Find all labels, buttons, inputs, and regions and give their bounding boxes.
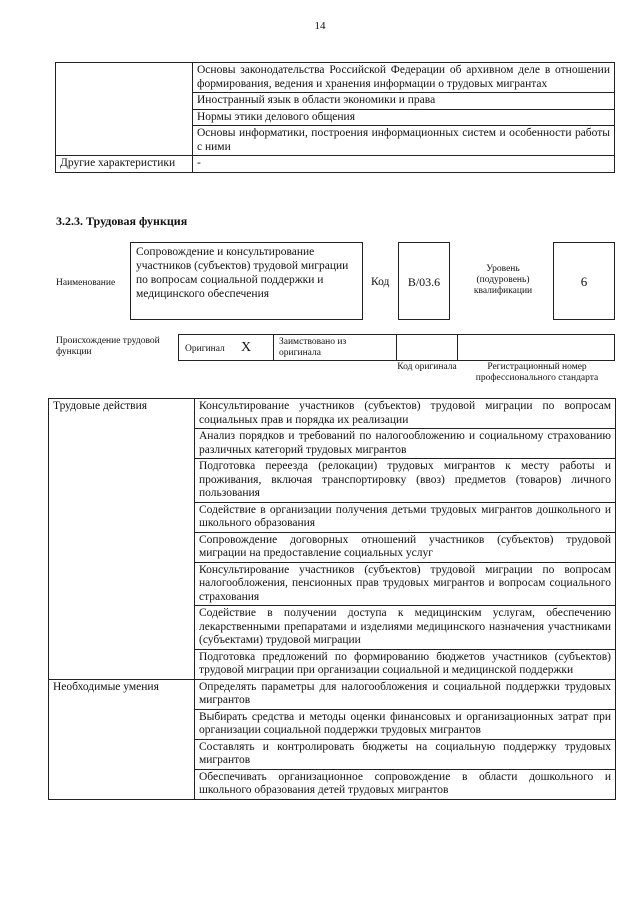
registration-number-cell: [457, 334, 615, 361]
table-cell: Определять параметры для налогообложения и социальной поддержки трудовых мигрантов: [195, 679, 616, 709]
table-cell: Сопровождение договорных отношений участников (субъектов) трудовой миграции на предоставление социальных услуг: [195, 532, 616, 562]
borrowed-label: Заимствовано из оригинала: [279, 337, 347, 358]
table-cell: Анализ порядков и требований по налогообложению и социальному страхованию различных категорий трудовых мигрантов: [195, 429, 616, 459]
page-number: 14: [314, 20, 326, 32]
table-cell: Консультирование участников (субъектов) трудовой миграции по вопросам социальных прав и порядка их реализации: [195, 399, 616, 429]
table-cell: Обеспечивать организационное сопровождение в области дошкольного и школьного образования детей трудовых мигрантов: [195, 769, 616, 799]
function-name-box: Сопровождение и консультирование участников (субъектов) трудовой миграции по вопросам социальной поддержки и медицинского обеспечения: [130, 242, 363, 320]
table-cell: Подготовка переезда (релокации) трудовых мигрантов к месту работы и проживания, включая транспортировку (ввоз) предметов (товаров) личного пользования: [195, 459, 616, 503]
table-row: [56, 63, 615, 93]
table-cell: Основы законодательства Российской Федерации об архивном деле в отношении формирования, ведения и хранения информации о трудовых мигрантах: [193, 63, 615, 93]
table-cell: Основы информатики, построения информационных систем и особенности работы с ними: [193, 126, 615, 156]
main-table: [48, 398, 616, 800]
original-code-cell: [396, 334, 458, 361]
table-row: [49, 679, 616, 709]
function-code-box: В/03.6: [398, 242, 450, 320]
original-mark: X: [241, 340, 252, 355]
table-cell: Содействие в получении доступа к медицинским услугам, обеспечению лекарственными препаратами и изделиями медицинского назначения участниками (субъектами) трудовой миграции: [195, 606, 616, 650]
origin-label: Происхождение трудовой функции: [56, 336, 160, 357]
qualification-level-box: 6: [553, 242, 615, 320]
original-label: Оригинал: [185, 344, 225, 354]
row-label: [56, 63, 193, 156]
code-caption: Код оригинала: [397, 362, 457, 372]
table-cell: Составлять и контролировать бюджеты на социальную поддержку трудовых мигрантов: [195, 739, 616, 769]
code-label: Код: [371, 276, 390, 288]
group-label: Трудовые действия: [49, 399, 195, 680]
table-cell: Подготовка предложений по формированию бюджетов участников (субъектов) трудовой миграции при организации социальной и медицинской поддержки: [195, 649, 616, 679]
table-row: [49, 399, 616, 429]
row-label: Другие характеристики: [56, 156, 193, 173]
table-row: [56, 156, 615, 173]
original-cell: [178, 334, 274, 361]
table-cell: Выбирать средства и методы оценки финансовых и организационных затрат при организации социальной поддержки трудовых мигрантов: [195, 709, 616, 739]
table-cell: -: [193, 156, 615, 173]
top-table: [55, 62, 615, 173]
registration-caption: Регистрационный номер профессионального стандарта: [475, 362, 599, 383]
table-cell: Консультирование участников (субъектов) трудовой миграции по вопросам налогообложения, пенсионных прав трудовых мигрантов и вопросам социального страхования: [195, 562, 616, 606]
name-label: Наименование: [56, 278, 116, 288]
level-label: Уровень (подуровень) квалификации: [473, 264, 533, 296]
table-cell: Содействие в организации получения детьми трудовых мигрантов дошкольного и школьного образования: [195, 502, 616, 532]
table-cell: Иностранный язык в области экономики и права: [193, 93, 615, 110]
borrowed-cell: [273, 334, 397, 361]
section-title: 3.2.3. Трудовая функция: [56, 214, 188, 228]
group-label: Необходимые умения: [49, 679, 195, 799]
table-cell: Нормы этики делового общения: [193, 109, 615, 126]
